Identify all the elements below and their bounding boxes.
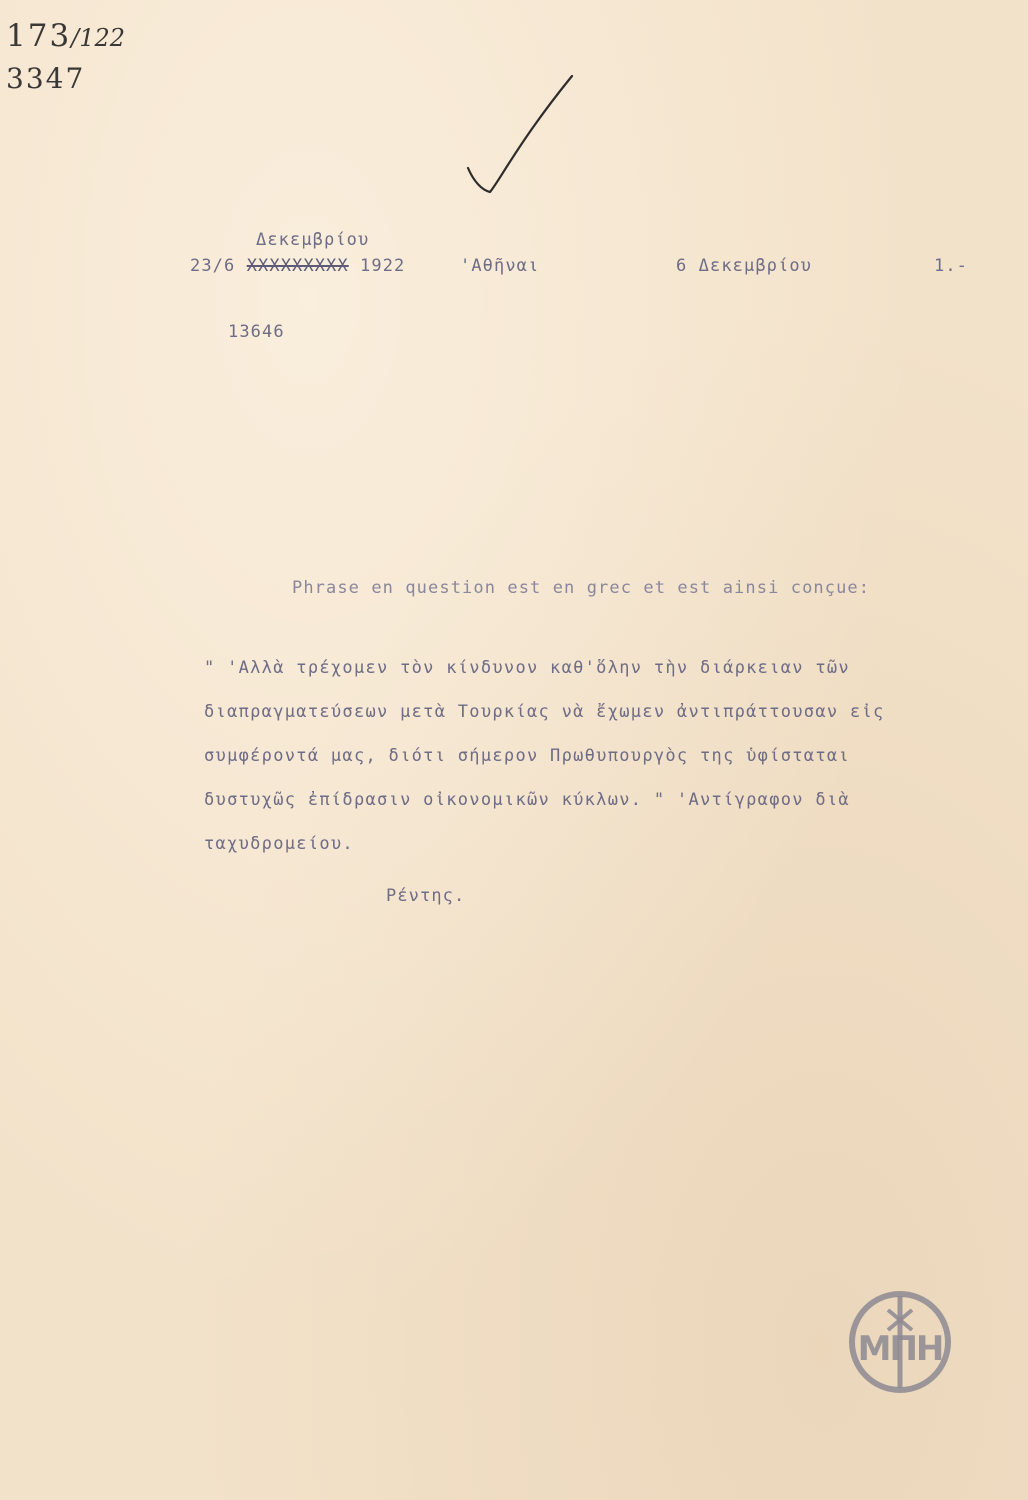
intro-line: Phrase en question est en grec et est ainsi conçue: (292, 578, 871, 598)
received-date: 6 Δεκεμβρίου (676, 256, 813, 276)
date-month-correction: Δεκεμβρίου (256, 230, 370, 250)
quoted-line: διαπραγματεύσεων μετὰ Τουρκίας νὰ ἔχωμεν ἀντιπράττουσαν εἰς (204, 702, 885, 722)
quoted-line: ταχυδρομείου. (204, 834, 354, 854)
quoted-line: δυστυχῶς ἐπίδρασιν οἰκονομικῶν κύκλων. " 'Αντίγραφον διὰ (204, 790, 850, 810)
quoted-text (204, 646, 984, 866)
svg-text:ΜΠΗ: ΜΠΗ (857, 1329, 943, 1369)
archive-ref-second: 3347 (6, 62, 86, 95)
archive-ref-top-number: 173 (6, 18, 72, 54)
page-number: 1.- (934, 256, 969, 276)
date-month-struck: ΧΧΧΧΧΧΧΧΧ (246, 256, 349, 276)
checkmark-icon (460, 70, 590, 200)
archive-ref-top (6, 18, 125, 54)
quoted-line: συμφέροντά μας, διότι σήμερον Πρωθυπουργὸς της ὑφίσταται (204, 746, 850, 766)
document-date (190, 256, 405, 276)
place-name: 'Αθῆναι (460, 256, 540, 276)
signature: Ρέντης. (386, 886, 466, 906)
quoted-line: " 'Αλλὰ τρέχομεν τὸν κίνδυνον καθ'ὅλην τὴν διάρκειαν τῶν (204, 658, 850, 678)
date-year: 1922 (360, 256, 406, 276)
archive-stamp-icon (848, 1290, 952, 1394)
reference-number: 13646 (228, 322, 285, 342)
archive-ref-top-fraction: /122 (71, 24, 126, 52)
date-day: 23/6 (190, 256, 236, 276)
